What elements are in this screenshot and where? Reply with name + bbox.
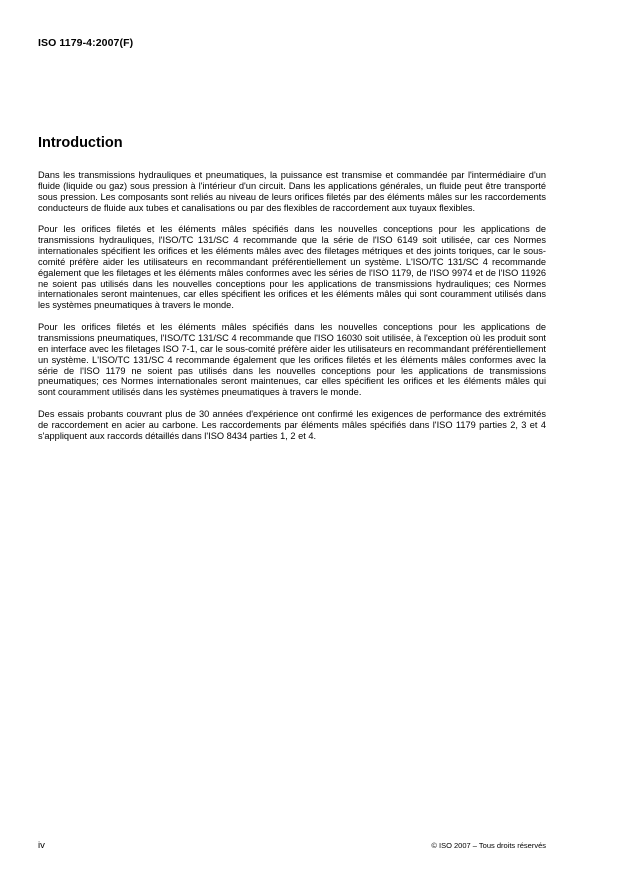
copyright-notice: © ISO 2007 – Tous droits réservés: [431, 841, 546, 850]
paragraph-3: Pour les orifices filetés et les éléments mâles spécifiés dans les nouvelles conceptions pour les applications de transmissions pneumatiques, l'ISO/TC 131/SC 4 recommande que l'ISO 16030 soit utilisée, à l'exception où les produit sont en interface avec les filetages ISO 7-1, car le sous-comité préfère aider les utilisateurs en recommandant préférentiellement un système. L'ISO/TC 131/SC 4 recommande également que les orifices filetés et les éléments mâles conformes avec la série de l'ISO 1179 ne soient pas utilisés dans les nouvelles conceptions pour les applications de transmissions pneumatiques; ces Normes internationales seront maintenues, car elles spécifient les orifices et les éléments mâles qui sont couramment utilisés dans les systèmes pneumatiques à travers le monde.: [38, 322, 546, 398]
paragraph-1: Dans les transmissions hydrauliques et pneumatiques, la puissance est transmise et commandée par l'intermédiaire d'un fluide (liquide ou gaz) sous pression à l'intérieur d'un circuit. Dans les applications générales, un fluide peut être transporté sous pression. Les composants sont reliés au niveau de leurs orifices filetés par des éléments mâles sur les raccordements conducteurs de fluide aux tubes et canalisations ou par des flexibles de raccordement aux tuyaux flexibles.: [38, 170, 546, 213]
page-number: iv: [38, 840, 45, 851]
paragraph-2: Pour les orifices filetés et les éléments mâles spécifiés dans les nouvelles conceptions pour les applications de transmissions hydrauliques, l'ISO/TC 131/SC 4 recommande que la série de l'ISO 6149 soit utilisée, car ces Normes internationales spécifient les orifices et les éléments mâles avec des filetages métriques et des joints toriques, car le sous-comité préfère aider les utilisateurs en recommandant préférentiellement un système. L'ISO/TC 131/SC 4 recommande également que les filetages et les éléments mâles conformes avec les séries de l'ISO 1179, de l'ISO 9974 et de l'ISO 11926 ne soient pas utilisés dans les nouvelles conceptions pour les applications de transmissions hydrauliques; ces Normes internationales seront maintenues, car elles spécifient les orifices et les éléments mâles qui sont couramment utilisés dans les systèmes pneumatiques à travers le monde.: [38, 224, 546, 311]
section-title: Introduction: [38, 135, 123, 151]
paragraph-4: Des essais probants couvrant plus de 30 années d'expérience ont confirmé les exigences de performance des extrémités de raccordement en acier au carbone. Les raccordements par éléments mâles spécifiés dans l'ISO 1179 parties 2, 3 et 4 s'appliquent aux raccords détaillés dans l'ISO 8434 parties 1, 2 et 4.: [38, 409, 546, 441]
section-body: [38, 170, 546, 453]
document-id-header: ISO 1179-4:2007(F): [38, 37, 134, 49]
